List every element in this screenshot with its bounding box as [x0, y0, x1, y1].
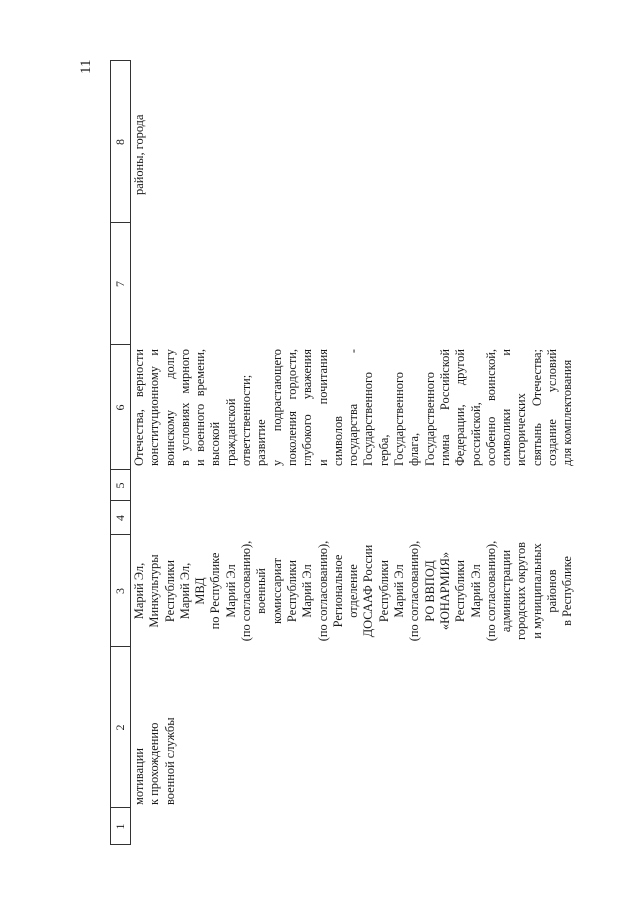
cell-line: флага,: [407, 432, 422, 466]
column-6-text: [132, 349, 576, 466]
column-number-5: 5: [113, 482, 127, 489]
cell-line: и почитания: [315, 349, 330, 466]
cell-line: Марий Эл: [392, 564, 407, 618]
cell-line: гимна Российской: [437, 349, 452, 466]
header-separator: [130, 60, 131, 845]
cell-line: Отечества, верности: [132, 349, 146, 466]
cell-line: Республики: [284, 559, 299, 623]
cell-line: по Республике: [208, 552, 223, 630]
cell-line: символов: [330, 416, 345, 466]
cell-line: для комплектования: [560, 359, 575, 466]
cell-line: развитие: [254, 419, 269, 466]
cell-line: районов: [545, 569, 560, 613]
cell-line: МВД: [193, 577, 208, 605]
column-number-3: 3: [113, 588, 127, 594]
cell-line: Государственного: [392, 372, 407, 466]
column-number-4: 4: [113, 515, 127, 521]
cell-line: Марий Эл,: [132, 562, 146, 620]
cell-line: исторических: [514, 393, 529, 466]
cell-line: глубокого уважения: [300, 349, 315, 466]
column-number-8: 8: [113, 139, 127, 145]
cell-line: герба,: [376, 434, 391, 466]
cell-line: Республики: [376, 559, 391, 623]
cell-line: ответственности;: [239, 374, 254, 466]
cell-line: (по согласованию),: [239, 540, 254, 642]
cell-line: ДОСААФ России: [361, 544, 376, 638]
cell-line: районы, города: [132, 114, 146, 195]
cell-line: Минкультуры: [147, 554, 162, 628]
cell-line: Марий Эл: [223, 564, 238, 618]
column-3-text: [132, 535, 576, 647]
cell-line: комиссариат: [269, 558, 284, 624]
cell-line: (по согласованию),: [407, 540, 422, 642]
cell-line: символики и: [499, 349, 514, 466]
cell-line: (по согласованию),: [483, 540, 498, 642]
cell-line: у подрастающего: [269, 349, 284, 466]
cell-line: «ЮНАРМИЯ»: [437, 551, 452, 631]
cell-line: особенно воинской,: [483, 349, 498, 466]
cell-line: городских округов: [514, 542, 529, 641]
cell-line: РО ВВПОД: [422, 560, 437, 622]
cell-line: Марий Эл: [300, 564, 315, 618]
cell-line: гражданской: [223, 398, 238, 466]
cell-line: Федерации, другой: [453, 349, 468, 466]
column-2-text: [132, 655, 178, 805]
cell-line: российской,: [468, 402, 483, 466]
cell-line: отделение: [346, 564, 361, 618]
cell-line: конституционному и: [147, 349, 162, 466]
cell-line: воинскому долгу: [162, 349, 177, 466]
cell-line: Государственного: [422, 372, 437, 466]
column-number-7: 7: [113, 281, 127, 287]
cell-line: Марий Эл: [468, 564, 483, 618]
cell-line: и муниципальных: [529, 543, 544, 639]
cell-line: высокой: [208, 421, 223, 466]
cell-line: Региональное: [330, 554, 345, 628]
cell-line: святынь Отечества;: [529, 349, 544, 466]
column-number-2: 2: [113, 724, 127, 731]
cell-line: в условиях мирного: [177, 349, 192, 466]
cell-line: государства -: [346, 349, 361, 466]
cell-line: военной службы: [162, 717, 177, 805]
page-number: 11: [78, 59, 94, 74]
column-8-text: [132, 65, 147, 195]
cell-line: поколения гордости,: [284, 349, 299, 466]
cell-line: создание условий: [545, 349, 560, 466]
column-number-1: 1: [113, 823, 127, 830]
cell-line: в Республике: [560, 556, 575, 626]
cell-line: Республики: [162, 559, 177, 623]
cell-line: Государственного: [361, 372, 376, 466]
cell-line: Республики: [453, 559, 468, 623]
cell-line: военный: [254, 568, 269, 614]
cell-line: мотивации: [132, 748, 146, 805]
cell-line: Марий Эл,: [177, 562, 192, 620]
cell-line: администрации: [499, 549, 514, 633]
cell-line: (по согласованию),: [315, 540, 330, 642]
cell-line: и военного времени,: [193, 349, 208, 466]
cell-line: к прохождению: [147, 722, 162, 805]
column-number-6: 6: [113, 404, 127, 411]
